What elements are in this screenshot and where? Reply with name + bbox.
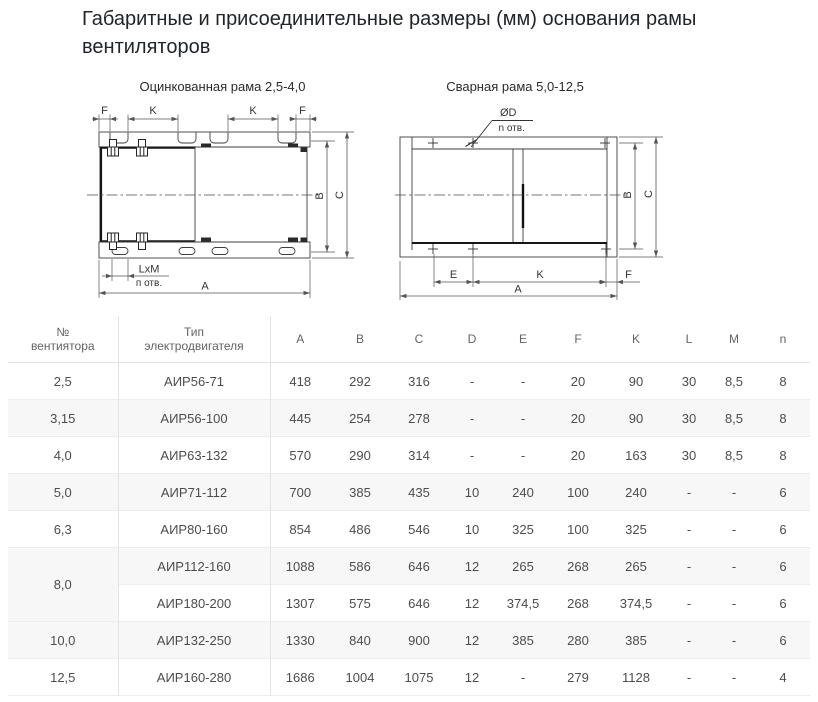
dim-value-cell: 316 — [408, 373, 430, 389]
dim-value-cell: - — [731, 484, 737, 500]
motor-type-cell: АИР160-280 — [118, 659, 270, 696]
fan-header-line2: вентиятора — [30, 339, 95, 353]
dim-value-cell: 700 — [289, 484, 312, 500]
dim-value-cell: 546 — [408, 521, 430, 537]
dim-value-cell: 30 — [681, 373, 697, 389]
dim-value-cell: - — [686, 558, 692, 574]
motor-type-cell: АИР71-112 — [118, 474, 270, 511]
dim-value-cell: - — [520, 669, 526, 685]
fan-number-cell: 2,5 — [8, 363, 118, 400]
dim-value-cell: 418 — [289, 373, 312, 389]
fan-number-cell: 4,0 — [8, 437, 118, 474]
dim-label-f: F — [299, 105, 306, 117]
table-row — [8, 585, 810, 622]
dim-value-cell: - — [520, 373, 526, 389]
hole-diameter-label: ØD — [500, 107, 517, 119]
dim-value-cell: - — [469, 373, 475, 389]
dim-label-lxm: LxM — [138, 263, 160, 276]
galvanized-frame-caption: Оцинкованная рама 2,5-4,0 — [139, 79, 306, 94]
dim-value-cell: - — [731, 632, 737, 648]
column-header-fan-number — [8, 316, 118, 363]
column-header-E: E — [518, 332, 527, 346]
column-header-K: K — [631, 332, 640, 346]
table-header-row — [8, 316, 810, 363]
dim-value-cell: 854 — [289, 521, 312, 537]
dim-value-cell: 100 — [567, 484, 589, 500]
dim-value-cell: 646 — [408, 595, 430, 611]
column-header-motor-type — [118, 316, 270, 363]
dim-value-cell: - — [731, 595, 737, 611]
dim-value-cell: 900 — [408, 632, 430, 648]
dim-value-cell: 1088 — [285, 558, 315, 574]
dim-value-cell: 20 — [570, 373, 586, 389]
table-row — [8, 400, 810, 437]
dim-value-cell: 12 — [464, 669, 480, 685]
column-header-n: n — [779, 332, 787, 346]
dim-value-cell: - — [469, 410, 475, 426]
dim-value-cell: 279 — [567, 669, 589, 685]
type-header-line2: электродвигателя — [144, 339, 244, 353]
hole-mark-icon — [428, 138, 611, 254]
dim-value-cell: 290 — [349, 447, 371, 463]
dim-value-cell: 6 — [779, 521, 787, 537]
fan-number-cell: 10,0 — [8, 622, 118, 659]
table-row — [8, 511, 810, 548]
dim-value-cell: 325 — [512, 521, 534, 537]
dim-value-cell: 374,5 — [619, 595, 653, 611]
dim-value-cell: 1307 — [285, 595, 315, 611]
dim-value-cell: 4 — [779, 669, 787, 685]
dim-value-cell: 8,5 — [724, 447, 744, 463]
dim-value-cell: - — [686, 632, 692, 648]
dim-value-cell: 30 — [681, 447, 697, 463]
dim-value-cell: 486 — [349, 521, 371, 537]
dim-label-k: K — [249, 105, 257, 117]
dim-label-f: F — [625, 269, 632, 281]
motor-type-cell: АИР132-250 — [118, 622, 270, 659]
dim-value-cell: 8 — [779, 447, 787, 463]
table-row — [8, 622, 810, 659]
motor-type-cell: АИР112-160 — [118, 548, 270, 585]
dim-value-cell: 163 — [625, 447, 647, 463]
dim-value-cell: 325 — [625, 521, 647, 537]
dim-value-cell: 30 — [681, 410, 697, 426]
dim-label-f: F — [101, 105, 108, 117]
dim-label-a: A — [201, 280, 209, 293]
dim-value-cell: 292 — [349, 373, 371, 389]
fan-number-cell: 8,0 — [8, 548, 118, 622]
dim-value-cell: 12 — [464, 558, 480, 574]
dim-value-cell: 575 — [349, 595, 371, 611]
column-header-F: F — [574, 332, 582, 346]
motor-type-cell: АИР56-100 — [118, 400, 270, 437]
column-header-D: D — [467, 332, 477, 346]
dim-value-cell: 6 — [779, 595, 787, 611]
dim-value-cell: - — [686, 595, 692, 611]
table-row — [8, 437, 810, 474]
dim-value-cell: - — [686, 669, 692, 685]
dim-value-cell: - — [731, 558, 737, 574]
dim-value-cell: - — [686, 521, 692, 537]
motor-type-cell: АИР180-200 — [118, 585, 270, 622]
table-row — [8, 548, 810, 585]
table-row — [8, 659, 810, 696]
dim-value-cell: 374,5 — [506, 595, 540, 611]
motor-type-cell: АИР56-71 — [118, 363, 270, 400]
dim-value-cell: 385 — [625, 632, 647, 648]
dim-label-c: C — [643, 190, 655, 198]
dim-value-cell: - — [731, 669, 737, 685]
dim-value-cell: - — [731, 521, 737, 537]
dim-value-cell: 280 — [567, 632, 589, 648]
motor-type-cell: АИР63-132 — [118, 437, 270, 474]
holes-count-label: п отв. — [135, 278, 163, 289]
column-header-A: A — [296, 332, 305, 346]
dim-value-cell: 646 — [408, 558, 430, 574]
dim-label-a: A — [514, 283, 522, 296]
dim-value-cell: 90 — [628, 373, 644, 389]
dim-value-cell: 10 — [464, 484, 480, 500]
dim-value-cell: 12 — [464, 595, 480, 611]
fan-number-cell: 12,5 — [8, 659, 118, 696]
dim-value-cell: 1128 — [622, 669, 650, 685]
fan-number-cell: 6,3 — [8, 511, 118, 548]
dim-value-cell: 6 — [779, 632, 787, 648]
dim-label-b: B — [622, 191, 634, 199]
dim-value-cell: 240 — [625, 484, 647, 500]
dim-value-cell: 1686 — [285, 669, 315, 685]
page-title: Габаритные и присоединительные размеры (мм) основания рамы вентиляторов — [82, 8, 697, 58]
galvanized-frame-drawing — [85, 100, 360, 310]
dim-value-cell: 8,5 — [724, 373, 744, 389]
welded-frame-caption: Сварная рама 5,0-12,5 — [446, 79, 584, 94]
dim-value-cell: 840 — [349, 632, 371, 648]
fan-number-cell: 3,15 — [8, 400, 118, 437]
table-row — [8, 474, 810, 511]
dim-value-cell: 90 — [628, 410, 644, 426]
dim-value-cell: 570 — [289, 447, 312, 463]
dim-label-b: B — [314, 192, 326, 200]
dim-value-cell: 254 — [349, 410, 371, 426]
dim-value-cell: 314 — [408, 447, 430, 463]
dim-value-cell: 1004 — [345, 669, 375, 685]
table-row — [8, 363, 810, 400]
dim-value-cell: 20 — [570, 447, 586, 463]
fan-header-line1: № — [56, 325, 70, 339]
column-header-B: B — [355, 332, 364, 346]
dim-value-cell: 445 — [289, 410, 312, 426]
dim-value-cell: 8,5 — [724, 410, 744, 426]
dim-value-cell: - — [469, 447, 475, 463]
dim-value-cell: 10 — [464, 521, 480, 537]
holes-count-label: n отв. — [498, 123, 525, 134]
dim-label-e: E — [449, 269, 458, 281]
column-header-C: C — [414, 332, 424, 346]
dim-value-cell: 265 — [512, 558, 534, 574]
dim-value-cell: 6 — [779, 484, 787, 500]
type-header-line1: Тип — [183, 325, 204, 339]
dim-value-cell: 385 — [512, 632, 534, 648]
dim-value-cell: 240 — [512, 484, 534, 500]
dim-value-cell: 265 — [625, 558, 647, 574]
column-header-L: L — [685, 332, 693, 346]
fan-number-cell: 5,0 — [8, 474, 118, 511]
dim-value-cell: 20 — [570, 410, 586, 426]
dim-value-cell: - — [686, 484, 692, 500]
dim-value-cell: 268 — [567, 595, 589, 611]
dim-value-cell: 278 — [408, 410, 430, 426]
welded-frame-drawing — [395, 100, 675, 305]
dimensions-table — [8, 316, 810, 696]
dim-value-cell: 385 — [349, 484, 371, 500]
dim-value-cell: 1075 — [404, 669, 434, 685]
dim-value-cell: 268 — [567, 558, 589, 574]
motor-type-cell: АИР80-160 — [118, 511, 270, 548]
dim-value-cell: 1330 — [285, 632, 315, 648]
dim-label-k: K — [536, 269, 544, 281]
dim-value-cell: 12 — [464, 632, 480, 648]
dim-value-cell: 8 — [779, 410, 787, 426]
dim-label-k: K — [149, 105, 157, 117]
dim-label-c: C — [334, 191, 346, 199]
dim-value-cell: 100 — [567, 521, 589, 537]
dim-value-cell: 6 — [779, 558, 787, 574]
dim-value-cell: 435 — [408, 484, 430, 500]
column-header-M: M — [729, 332, 739, 346]
dim-value-cell: - — [520, 410, 526, 426]
dim-value-cell: 8 — [779, 373, 787, 389]
dim-value-cell: - — [520, 447, 526, 463]
dim-value-cell: 586 — [349, 558, 371, 574]
